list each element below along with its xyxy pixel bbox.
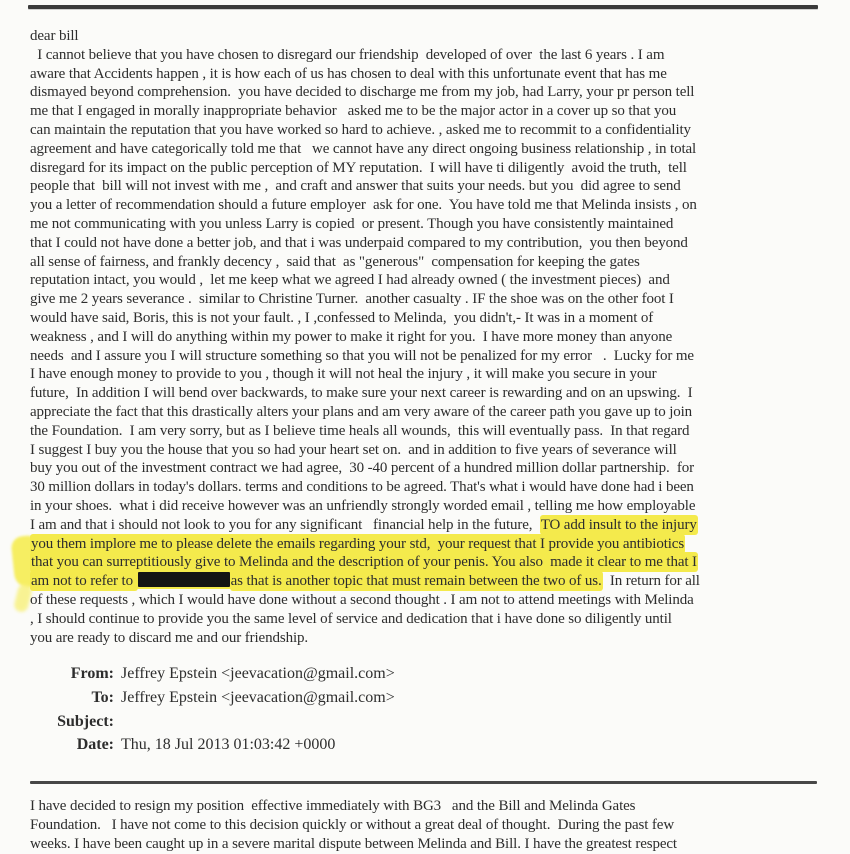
letter-text: disregard for its impact on the public perception of MY reputation. I will have ti diligently avoid the truth, tell [30,159,687,176]
letter-line [30,347,836,366]
letter-line [30,27,836,46]
letter-line [30,159,836,178]
letter-line [30,478,836,497]
letter-line [30,591,836,610]
letter-text: can maintain the reputation that you have worked so hard to achieve. , asked me to recommit to a confidentiality [30,121,691,138]
letter-text: future, In addition I will bend over backwards, to make sure your next career is rewarding and on an upswing. I [30,385,693,402]
letter-text: aware that Accidents happen , it is how each of us has chosen to deal with this unfortunate event that has me [30,65,667,82]
letter-line [30,441,836,460]
highlighted-text: that you can surreptitiously give to Melinda and the description of your penis. You also made it clear to me that I [31,554,697,571]
email-header-value: Jeffrey Epstein <jeevacation@gmail.com> [121,665,395,682]
highlighted-text: you them implore me to please delete the emails regarding your std, your request that I provide you antibiotics [31,535,685,552]
letter-line [30,196,836,215]
email-header-value [114,710,121,734]
letter-text: of these requests , which I would have done without a second thought . I am not to attend meetings with Melinda [30,591,694,608]
letter-text: I am and that i should not look to you for any significant financial help in the future, [30,516,540,533]
letter-text: I suggest I buy you the house that you so had your heart set on. and in addition to five years of severance will [30,441,677,458]
letter-line [30,271,836,290]
letter-text: me that I engaged in morally inappropriate behavior asked me to be the major actor in a cover up so that you [30,103,677,120]
email-header-block [30,662,395,757]
letter-text: you are ready to discard me and our friendship. [30,629,309,646]
letter-line [30,177,836,196]
email-header-label: From: [70,665,114,682]
email-header-row [30,733,395,757]
letter-line [30,290,836,309]
email-header-row [30,686,395,710]
letter-line [30,384,836,403]
highlighted-text: am not to refer to [31,573,137,590]
letter-line [30,328,836,347]
letter-text: you a letter of recommendation should a future employer ask for one. You have told me that Melinda insists , on [30,197,697,214]
letter-line [30,83,836,102]
email-header-label: Subject: [57,712,114,730]
letter-line [30,572,836,591]
letter-line [30,516,836,535]
letter-text: people that bill will not invest with me , and craft and answer that suits your needs. but you did agree to send [30,178,681,195]
highlighted-text: TO add insult to the injury [540,516,697,533]
letter-text: 30 million dollars in today's dollars. terms and conditions to be agreed. That's what i would have done had i been [30,479,694,496]
email-header-row [30,710,395,734]
letter-line [30,253,836,272]
letter-text: that I could not have done a better job, and that i was underpaid compared to my contribution, you then beyond [30,234,688,251]
footer-line: weeks. I have been caught up in a severe marital dispute between Melinda and Bill. I have the greatest respect [30,836,677,853]
letter-text: appreciate the fact that this drastically alters your plans and am very aware of the career path you gave up to join [30,403,693,420]
letter-line [30,121,836,140]
email-header-row [30,662,395,686]
letter-text: agreement and have categorically told me that we cannot have any direct ongoing business relationship , in total [30,140,697,157]
letter-line [30,65,836,84]
redaction-bar [138,572,230,587]
footer-line: Foundation. I have not come to this decision quickly or without a great deal of thought. During the past few [30,817,675,834]
letter-line [30,459,836,478]
letter-text: all sense of fairness, and frankly decency , said that as "generous" compensation for keeping the gates [30,253,640,270]
resignation-paragraph [30,797,836,854]
letter-line [30,497,836,516]
top-horizontal-rule [28,5,818,9]
email-header-value: Jeffrey Epstein <jeevacation@gmail.com> [121,688,395,706]
letter-text: would have said, Boris, this is not your fault. , I ,confessed to Melinda, you didn't,- It was in a moment of [30,309,654,326]
letter-text: , I should continue to provide you the same level of service and dedication that i have done so diligently until [30,610,672,627]
letter-body-text [30,27,836,647]
letter-text: me not communicating with you unless Larry is copied or present. Though you have consistently maintained [30,215,674,232]
letter-text: I cannot believe that you have chosen to disregard our friendship developed of over the last 6 years . I am [30,46,665,63]
letter-line [30,234,836,253]
letter-line [30,553,836,572]
letter-text: in your shoes. what i did receive however was an unfriendly strongly worded email , telling me how employable [30,497,696,514]
email-header-value: Thu, 18 Jul 2013 01:03:42 +0000 [121,736,336,754]
letter-text: weakness , and I will do anything within my power to make it right for you. I have more money than anyone [30,328,673,345]
email-header-label: To: [91,688,114,706]
letter-text: give me 2 years severance . similar to Christine Turner. another casualty . IF the shoe was on the other foot I [30,291,674,308]
letter-text: In return for all [602,573,700,590]
footer-line: I have decided to resign my position effective immediately with BG3 and the Bill and Melinda Gates [30,798,636,814]
letter-text: needs and I assure you I will structure something so that you will not be penalized for my error . Lucky for me [30,347,694,364]
letter-line [30,422,836,441]
letter-text: dear bill [30,28,79,44]
letter-line [30,403,836,422]
letter-text: the Foundation. I am very sorry, but as I believe time heals all wounds, this will eventually pass. In that regard [30,422,690,439]
letter-line [30,46,836,65]
letter-line [30,215,836,234]
letter-text: I have enough money to provide to you , though it will not heal the injury , it will make you secure in your [30,366,657,383]
highlighted-text: as that is another topic that must remain between the two of us. [230,573,602,590]
letter-line [30,309,836,328]
letter-text: buy you out of the investment contract we had agree, 30 -40 percent of a hundred million dollar partnership. for [30,460,695,477]
letter-text: reputation intact, you would , let me keep what we agreed I had already owned ( the investment pieces) and [30,272,670,289]
letter-line [30,610,836,629]
letter-line [30,102,836,121]
email-header-label: Date: [76,736,114,754]
letter-line [30,629,836,648]
section-divider-rule [30,781,817,784]
letter-text: dismayed beyond comprehension. you have decided to discharge me from my job, had Larry, your pr person tell [30,84,695,101]
letter-line [30,535,836,554]
letter-line [30,140,836,159]
letter-line [30,365,836,384]
